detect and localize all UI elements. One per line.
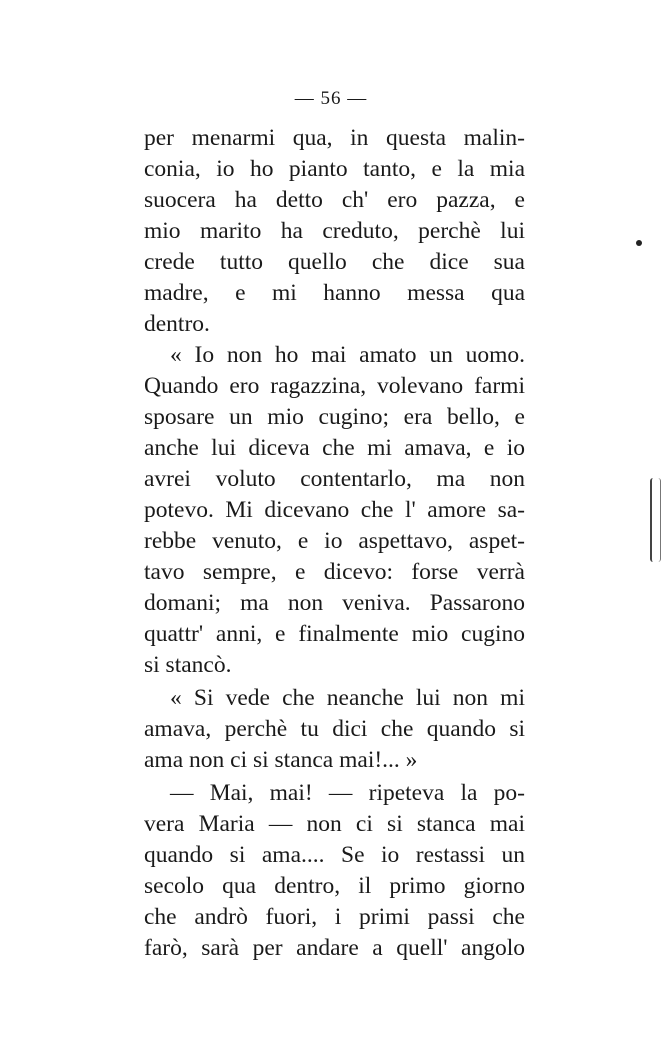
text-line: amava, perchè tu dici che quando si [144, 716, 525, 742]
text-line: farò, sarà per andare a quell' angolo [144, 935, 525, 961]
text-line: avrei voluto contentarlo, ma non [144, 466, 525, 492]
text-line: sposare un mio cugino; era bello, e [144, 404, 525, 430]
ink-speck [636, 240, 642, 246]
text-line: conia, io ho pianto tanto, e la mia [144, 156, 525, 182]
text-line: — Mai, mai! — ripeteva la po- [170, 780, 525, 806]
text-line: suocera ha detto ch' ero pazza, e [144, 187, 525, 213]
text-line: si stancò. [144, 652, 232, 678]
text-line: ama non ci si stanca mai!... » [144, 747, 418, 773]
text-line: mio marito ha creduto, perchè lui [144, 218, 525, 244]
text-line: che andrò fuori, i primi passi che [144, 904, 525, 930]
text-line: tavo sempre, e dicevo: forse verrà [144, 559, 525, 585]
text-line: per menarmi qua, in questa malin- [144, 125, 525, 151]
text-line: Quando ero ragazzina, volevano farmi [144, 373, 525, 399]
page-edge-mark [650, 478, 661, 562]
text-line: « Si vede che neanche lui non mi [170, 685, 525, 711]
text-line: vera Maria — non ci si stanca mai [144, 811, 525, 837]
text-line: secolo qua dentro, il primo giorno [144, 873, 525, 899]
text-line: rebbe venuto, e io aspettavo, aspet- [144, 528, 525, 554]
text-line: quando si ama.... Se io restassi un [144, 842, 525, 868]
text-line: madre, e mi hanno messa qua [144, 280, 525, 306]
text-line: domani; ma non veniva. Passarono [144, 590, 525, 616]
text-line: anche lui diceva che mi amava, e io [144, 435, 525, 461]
text-line: potevo. Mi dicevano che l' amore sa- [144, 497, 525, 523]
page-number: — 56 — [294, 88, 368, 109]
text-line: « Io non ho mai amato un uomo. [170, 342, 525, 368]
text-line: quattr' anni, e finalmente mio cugino [144, 621, 525, 647]
text-line: dentro. [144, 311, 210, 337]
text-line: crede tutto quello che dice sua [144, 249, 525, 275]
